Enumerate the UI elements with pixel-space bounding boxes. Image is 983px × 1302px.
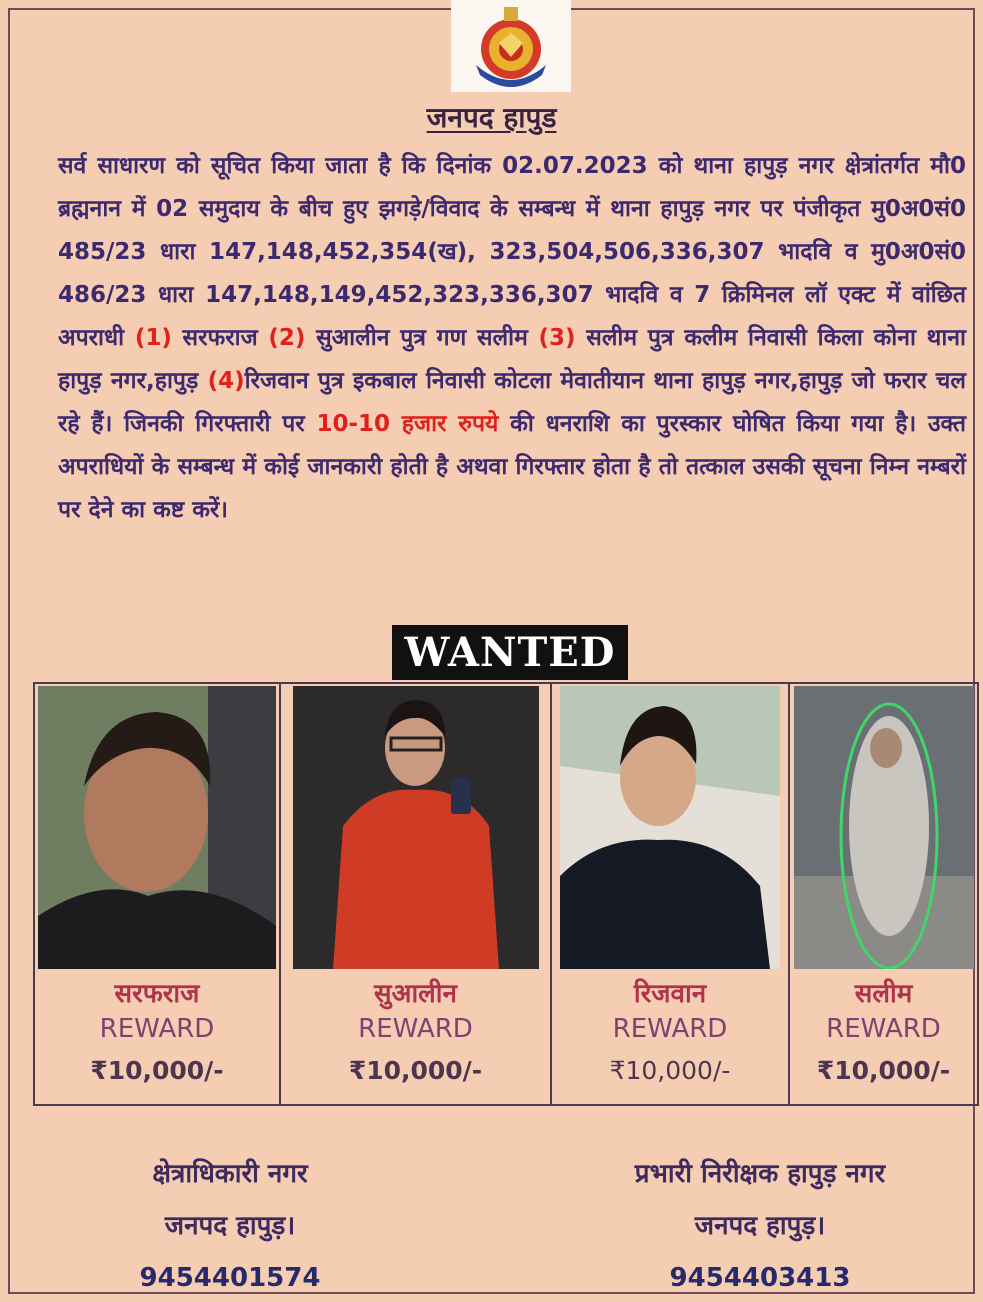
person-name: सलीम [854, 979, 913, 1009]
signatory-phone: 9454401574 [139, 1263, 321, 1293]
accused-number-2: (2) [268, 325, 306, 351]
reward-label: REWARD [358, 1014, 473, 1044]
signatory-designation: प्रभारी निरीक्षक हापुड़ नगर [634, 1159, 886, 1189]
accused-number-1: (1) [134, 325, 172, 351]
signatory-right [590, 1148, 930, 1302]
reward-label: REWARD [826, 1014, 941, 1044]
reward-label: REWARD [612, 1014, 728, 1044]
wanted-card [281, 684, 552, 1104]
person-photo [794, 686, 974, 969]
person-photo [560, 686, 780, 969]
reward-amount: ₹10,000/- [348, 1056, 483, 1085]
reward-label: REWARD [99, 1014, 215, 1044]
notice-text: सर्व साधारण को सूचित किया जाता है कि दिनांक 02.07.2023 को थाना हापुड़ नगर क्षेत्रांतर्गत मौ0 ब्रह्मनान में 02 समुदाय के बीच हुए झगड़े/विवाद के सम्बन्ध में थाना हापुड़ नगर पर पंजीकृत मु0अ0सं0 485/23 धारा 147,148,452,354(ख), 323,504,506,336,307 भादवि व मु0अ0सं0 486/23 धारा 147,148,149,452,323,336,307 भादवि व 7 क्रिमिनल लॉ एक्ट में वांछित अपराधी (1) सरफराज (2) सुआलीन पुत्र गण सलीम (3) सलीम पुत्र कलीम निवासी किला कोना थाना हापुड़ नगर,हापुड़ (4)रिजवान पुत्र इकबाल निवासी कोटला मेवातीयान थाना हापुड़ नगर,हापुड़ जो फरार चल रहे हैं। जिनकी गिरफ्तारी पर 10-10 हजार रुपये की धनराशि का पुरस्कार घोषित किया गया है। उक्त अपराधियों के सम्बन्ध में कोई जानकारी होती है अथवा गिरफ्तार होता है तो तत्काल उसकी सूचना निम्न नम्बरों पर देने का कष्ट करें। [58, 153, 967, 523]
reward-amount: ₹10,000/- [609, 1056, 731, 1085]
signatory-left [100, 1148, 360, 1302]
person-name: सुआलीन [374, 979, 457, 1009]
emblem-box [451, 0, 571, 92]
person-photo [38, 686, 276, 969]
person-photo [293, 686, 539, 969]
wanted-card [35, 684, 281, 1104]
reward-highlight: 10-10 हजार रुपये [316, 411, 499, 437]
district-title: जनपद हापुड [426, 101, 557, 134]
wanted-card [790, 684, 977, 1104]
wanted-banner: WANTED [392, 625, 628, 680]
signatory-phone: 9454403413 [669, 1263, 851, 1293]
wanted-grid [33, 682, 979, 1106]
signatory-designation: क्षेत्राधिकारी नगर [152, 1159, 308, 1189]
signatory-district: जनपद हापुड़। [164, 1211, 296, 1241]
accused-number-3: (3) [538, 325, 576, 351]
person-name: रिजवान [633, 979, 707, 1009]
signatory-district: जनपद हापुड़। [694, 1211, 826, 1241]
wanted-card [552, 684, 790, 1104]
up-police-emblem-icon [464, 3, 558, 89]
person-name: सरफराज [114, 979, 200, 1009]
accused-number-4: (4) [207, 368, 245, 394]
reward-amount: ₹10,000/- [90, 1056, 224, 1085]
reward-amount: ₹10,000/- [816, 1056, 951, 1085]
